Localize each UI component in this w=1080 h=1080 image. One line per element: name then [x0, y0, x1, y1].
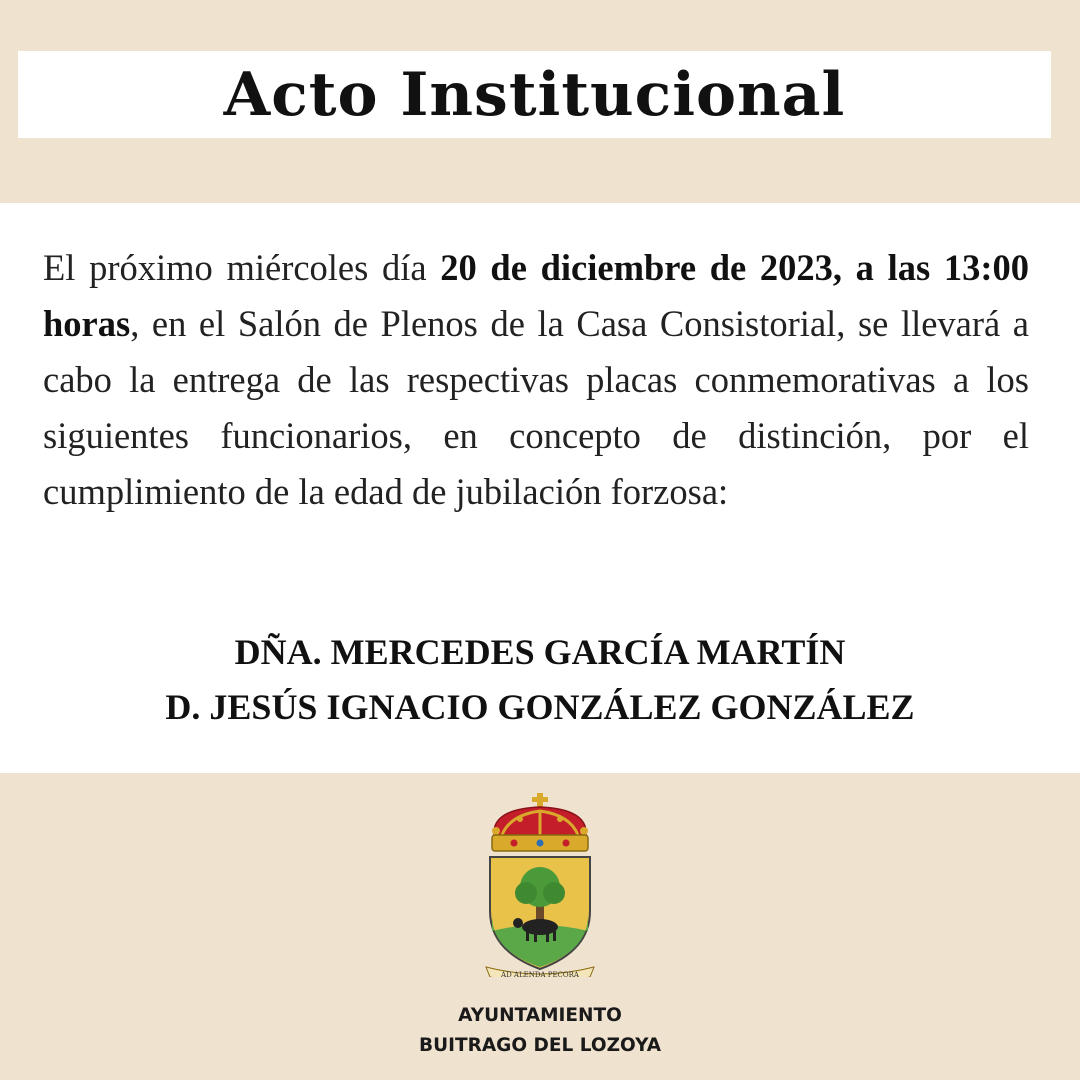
crown-gem [563, 840, 570, 847]
crown-gem [511, 840, 518, 847]
crown-cross-bar [532, 797, 548, 802]
announcement-panel [0, 203, 1080, 773]
footer-org-line: AYUNTAMIENTO [458, 1005, 622, 1026]
top-band [0, 0, 1080, 203]
bull-head [513, 918, 523, 928]
announcement-text-body: , en el Salón de Plenos de la Casa Consistorial, se llevará a cabo la entrega de las respectivas placas conmemorativas a los siguientes funcionarios, en concepto de distinción, por el cumplimiento de la edad de jubilación forzosa: [43, 303, 1029, 512]
bull-leg [526, 931, 529, 941]
announcement-paragraph [43, 240, 1029, 520]
page-title: Acto Institucional [223, 59, 846, 130]
announcement-date: 20 de diciembre de 2023, a las 13:00 horas [43, 247, 1029, 344]
crown-pearl [580, 827, 588, 835]
honoree-name: D. JESÚS IGNACIO GONZÁLEZ GONZÁLEZ [165, 687, 915, 727]
motto-text: AD ALENDA PECORA [501, 971, 579, 977]
bull-leg [546, 932, 549, 942]
footer-organization [0, 1001, 1080, 1061]
bull-leg [553, 931, 556, 941]
crown-pearl [492, 827, 500, 835]
honoree-list [0, 625, 1080, 735]
title-box [18, 51, 1051, 138]
announcement-text-intro: El próximo miércoles día [43, 247, 441, 288]
crown-pearl [557, 816, 563, 822]
crown-gem [537, 840, 544, 847]
footer-band [0, 773, 1080, 1080]
bull-leg [534, 932, 537, 942]
honoree-name: DÑA. MERCEDES GARCÍA MARTÍN [234, 632, 846, 672]
crown-pearl [517, 816, 523, 822]
footer-org-line: BUITRAGO DEL LOZOYA [418, 1035, 662, 1056]
coat-of-arms-icon [480, 791, 600, 977]
tree-crown [515, 882, 537, 904]
tree-crown [543, 882, 565, 904]
